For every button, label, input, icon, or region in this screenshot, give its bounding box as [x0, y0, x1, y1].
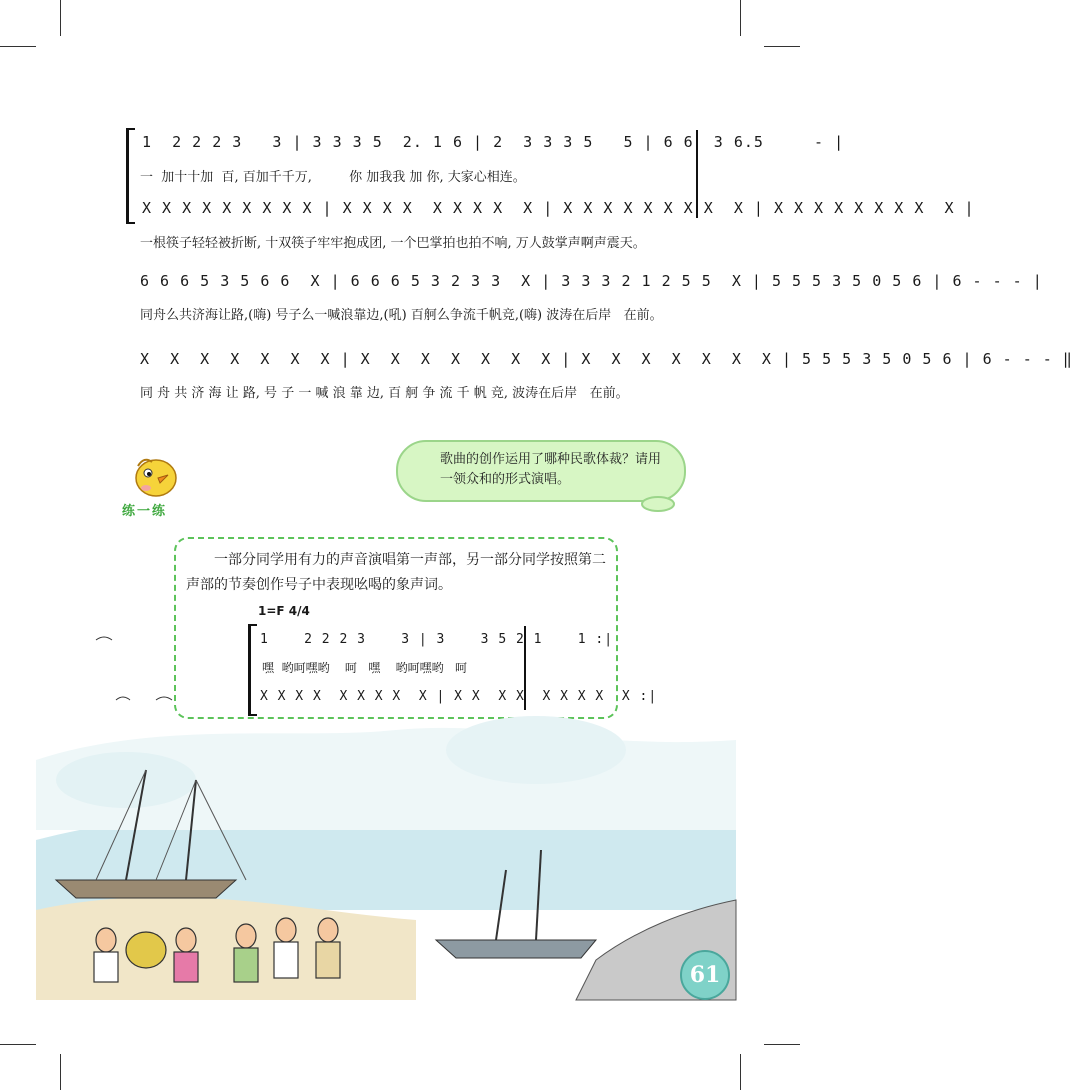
practice-key: 1=F 4/4: [258, 604, 310, 618]
question-text: 歌曲的创作运用了哪种民歌体裁？请用一领众和的形式演唱。: [440, 452, 662, 487]
practice-notes-2: X X X X X X X X X | X X X X X X X X X :|: [260, 689, 658, 704]
score-brace: [126, 128, 135, 224]
crop-mark: [0, 1044, 36, 1045]
practice-lyric-1: 嘿 哟呵嘿哟 呵 嘿 哟呵嘿哟 呵: [262, 661, 468, 675]
crop-mark: [740, 1054, 741, 1090]
crop-mark: [764, 1044, 800, 1045]
practice-instruction: 一部分同学用有力的声音演唱第一声部，另一部分同学按照第二声部的节奏创作号子中表现吆喝的象声词。: [186, 552, 606, 593]
page-number-badge: 61: [680, 950, 730, 1000]
crop-mark: [60, 0, 61, 36]
crop-mark: [60, 1054, 61, 1090]
score-row-2-lyric: 一根筷子轻轻被折断, 十双筷子牢牢抱成团, 一个巴掌拍也拍不响, 万人鼓掌声啊声震天。: [140, 236, 646, 251]
score-row-3-lyric: 同舟么共济海让路,(嗨) 号子么一喊浪靠边,(吼) 百舸么争流千帆竞,(嗨) 波涛在后岸 在前。: [140, 308, 663, 323]
question-bubble: [396, 440, 686, 502]
score-row-2-notes: X X X X X X X X X | X X X X X X X X X | X X X X X X X X X | X X X X X X X X X |: [142, 199, 975, 217]
score-row-1-notes: 1 2 2 2 3 3 | 3 3 3 5 2. 1 6 | 2 3 3 3 5 5 | 6 6 3 6.5 - |: [142, 133, 845, 151]
practice-notes-1: 1 2 2 2 3 3 | 3 3 5 2 1 1 :|: [260, 632, 614, 647]
score-row-4-lyric: 同 舟 共 济 海 让 路, 号 子 一 喊 浪 靠 边, 百 舸 争 流 千 帆 竞, 波涛在后岸 在前。: [140, 386, 629, 401]
crop-mark: [0, 46, 36, 47]
score-row-1-lyric: 一 加十十加 百, 百加千千万, 你 加我我 加 你, 大家心相连。: [140, 170, 526, 185]
practice-label: 练一练: [122, 504, 168, 519]
score-row-3-notes: 6 6 6 5 3 5 6 6 X | 6 6 6 5 3 2 3 3 X | 3 3 3 2 1 2 5 5 X | 5 5 5 3 5 0 5 6 | 6 - - - |: [140, 272, 1043, 290]
score-row-4-notes: X X X X X X X | X X X X X X X | X X X X X X X | 5 5 5 3 5 0 5 6 | 6 - - - ‖: [140, 350, 1073, 368]
bubble-tail: [640, 494, 680, 514]
crop-mark: [740, 0, 741, 36]
harbor-illustration: [36, 580, 736, 1000]
crop-mark: [764, 46, 800, 47]
